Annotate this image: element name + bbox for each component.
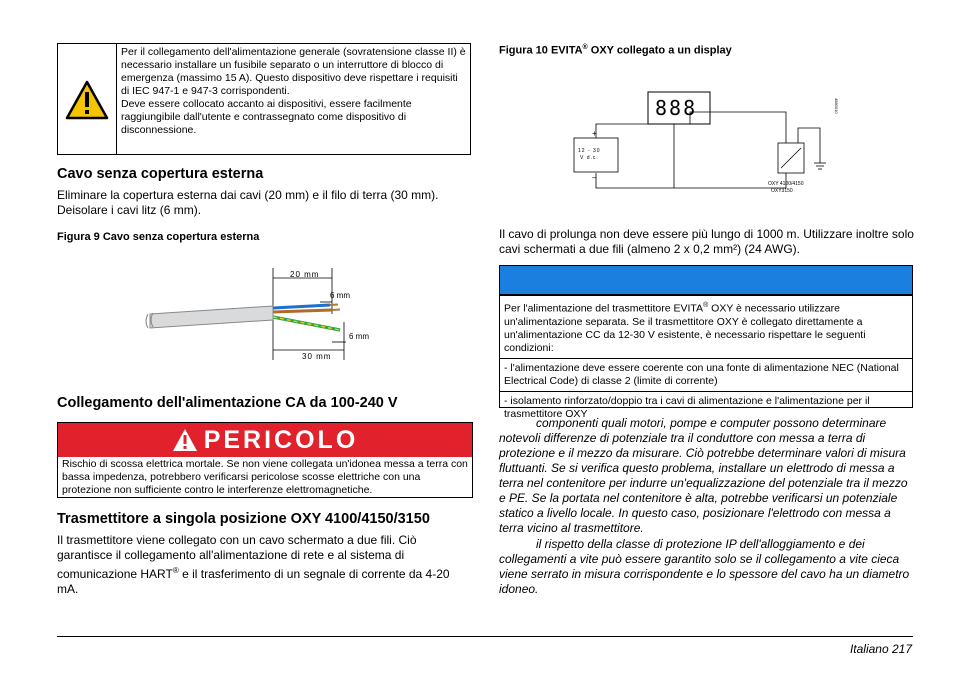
transmitter-body-a: Il trasmettitore viene collegato con un cavo schermato a due fili. Ciò garantisce il collegamento all'alimentazione di rete e al sistema di comunicazione HART bbox=[57, 533, 417, 581]
dim-20mm-label: 20 mm bbox=[290, 270, 320, 279]
supply-minus: – bbox=[592, 173, 597, 182]
section-title-cable: Cavo senza copertura esterna bbox=[57, 166, 264, 182]
note-row1-reg: ® bbox=[703, 302, 709, 309]
supply-label-2: V d.c. bbox=[580, 155, 599, 161]
section-body-transmitter bbox=[57, 533, 469, 597]
danger-box bbox=[57, 422, 473, 498]
footer-page-label: Italiano 217 bbox=[849, 642, 912, 656]
section-body-cable: Eliminare la copertura esterna dai cavi (20 mm) e il filo di terra (30 mm). Deisolare i cavi litz (6 mm). bbox=[57, 188, 439, 217]
dim-6mm-label-b: 6 mm bbox=[349, 332, 369, 341]
warning-icon-cell bbox=[58, 44, 117, 154]
warning-note-text bbox=[121, 46, 466, 137]
figure9-cable-illustration bbox=[140, 262, 380, 368]
figure10-caption-a: Figura 10 EVITA bbox=[499, 44, 583, 57]
note-row1-a: Per l'alimentazione del trasmettitore EVITA bbox=[504, 302, 704, 315]
blue-note-row-2: - l'alimentazione deve essere coerente con una fonte di alimentazione NEC (National Electrical Code) di classe 2 (limite di corrente) bbox=[500, 358, 912, 391]
danger-triangle-icon bbox=[172, 428, 198, 452]
supply-label-1: 12 - 30 bbox=[578, 148, 601, 154]
dim-6mm-label-a: 6 mm bbox=[330, 291, 350, 300]
transmitter-body-b: e il trasferimento di un segnale di corrente da 4-20 mA. bbox=[57, 567, 450, 596]
supply-plus: + bbox=[592, 129, 597, 138]
display-digits: 888 bbox=[655, 96, 698, 120]
blue-note-row-3: - isolamento rinforzato/doppio tra i cavi di alimentazione e l'alimentazione per il trasmettitore OXY bbox=[500, 391, 912, 424]
blue-note-box bbox=[499, 265, 913, 420]
danger-label: PERICOLO bbox=[203, 425, 359, 454]
section-title-transmitter: Trasmettitore a singola posizione OXY 4100/4150/3150 bbox=[57, 511, 430, 527]
dim-30mm-label: 30 mm bbox=[302, 352, 332, 361]
figure10-caption-b: OXY collegato a un display bbox=[587, 44, 732, 57]
grounding-note-text: componenti quali motori, pompe e computer possono determinare notevoli differenze di potenziale tra il conduttore con messa a terra di protezione e il mezzo da misurare. Ciò potrebbe determinare valori di misura fluttuanti. Se si verifica questo problema, installare un elettrodo di messa a terra nel contenitore per indurre un'equalizzazione del potenziale tra il mezzo e PE. Se la portata nel contenitore è alta, potrebbe verificarsi un potenziale statico a livello locale. In questo caso, posizionare l'elettrodo con messa a terra vicino al trasmettitore. bbox=[499, 416, 908, 535]
transmitter-label-2: OXY3150 bbox=[771, 188, 793, 194]
figure10-side-code: 4880010 bbox=[834, 98, 839, 114]
warning-note-p1: Per il collegamento dell'alimentazione generale (sovratensione classe II) è necessario installare un fusibile separato o un interruttore di blocco di emergenza (massimo 15 A). Questo dispositivo deve rispettare i requisiti di IEC 947-1 e 947-3 corrispondenti. bbox=[121, 46, 466, 97]
figure10-wiring-diagram bbox=[568, 88, 838, 198]
transmitter-label-1: OXY 4100/4150 bbox=[768, 181, 804, 187]
blue-note-header bbox=[500, 266, 912, 295]
warning-triangle-icon bbox=[65, 80, 109, 120]
footer-rule bbox=[57, 636, 913, 637]
danger-header bbox=[58, 423, 472, 457]
warning-note-box bbox=[57, 43, 471, 155]
ip-class-note-text: il rispetto della classe di protezione IP dell'alloggiamento e dei collegamenti a vite può essere garantito solo se il collegamento a vite cieca viene serrato in misura corrispondente e lo spessore del cavo ha un diametro idoneo. bbox=[499, 537, 910, 596]
extension-cable-text: Il cavo di prolunga non deve essere più lungo di 1000 m. Utilizzare inoltre solo cavi schermati a due fili (almeno 2 x 0,2 mm²) (24 AWG). bbox=[499, 227, 914, 256]
warning-note-p2: Deve essere collocato accanto ai dispositivi, essere facilmente raggiungibile dall'utente e contrassegnato come dispositivo di disconnessione. bbox=[121, 98, 412, 136]
figure9-caption: Figura 9 Cavo senza copertura esterna bbox=[57, 231, 260, 243]
note-row1-b: OXY è necessario utilizzare un'alimentazione separata. Se il trasmettitore OXY è collegato direttamente a un'alimentazione CC da 12-30 V esistente, è necessario rispettare le seguenti condizioni: bbox=[504, 302, 866, 354]
figure10-caption bbox=[499, 41, 732, 58]
danger-text: Rischio di scossa elettrica mortale. Se non viene collegata un'idonea messa a terra con bassa impedenza, potrebbero verificarsi pericolose scosse elettriche con una protezione non sufficiente contro le interferenze elettromagnetiche. bbox=[62, 458, 468, 496]
blue-note-row-1 bbox=[500, 295, 912, 358]
registered-mark: ® bbox=[172, 566, 179, 575]
figure10-reg: ® bbox=[582, 44, 588, 51]
section-title-ac-power: Collegamento dell'alimentazione CA da 100-240 V bbox=[57, 395, 398, 411]
